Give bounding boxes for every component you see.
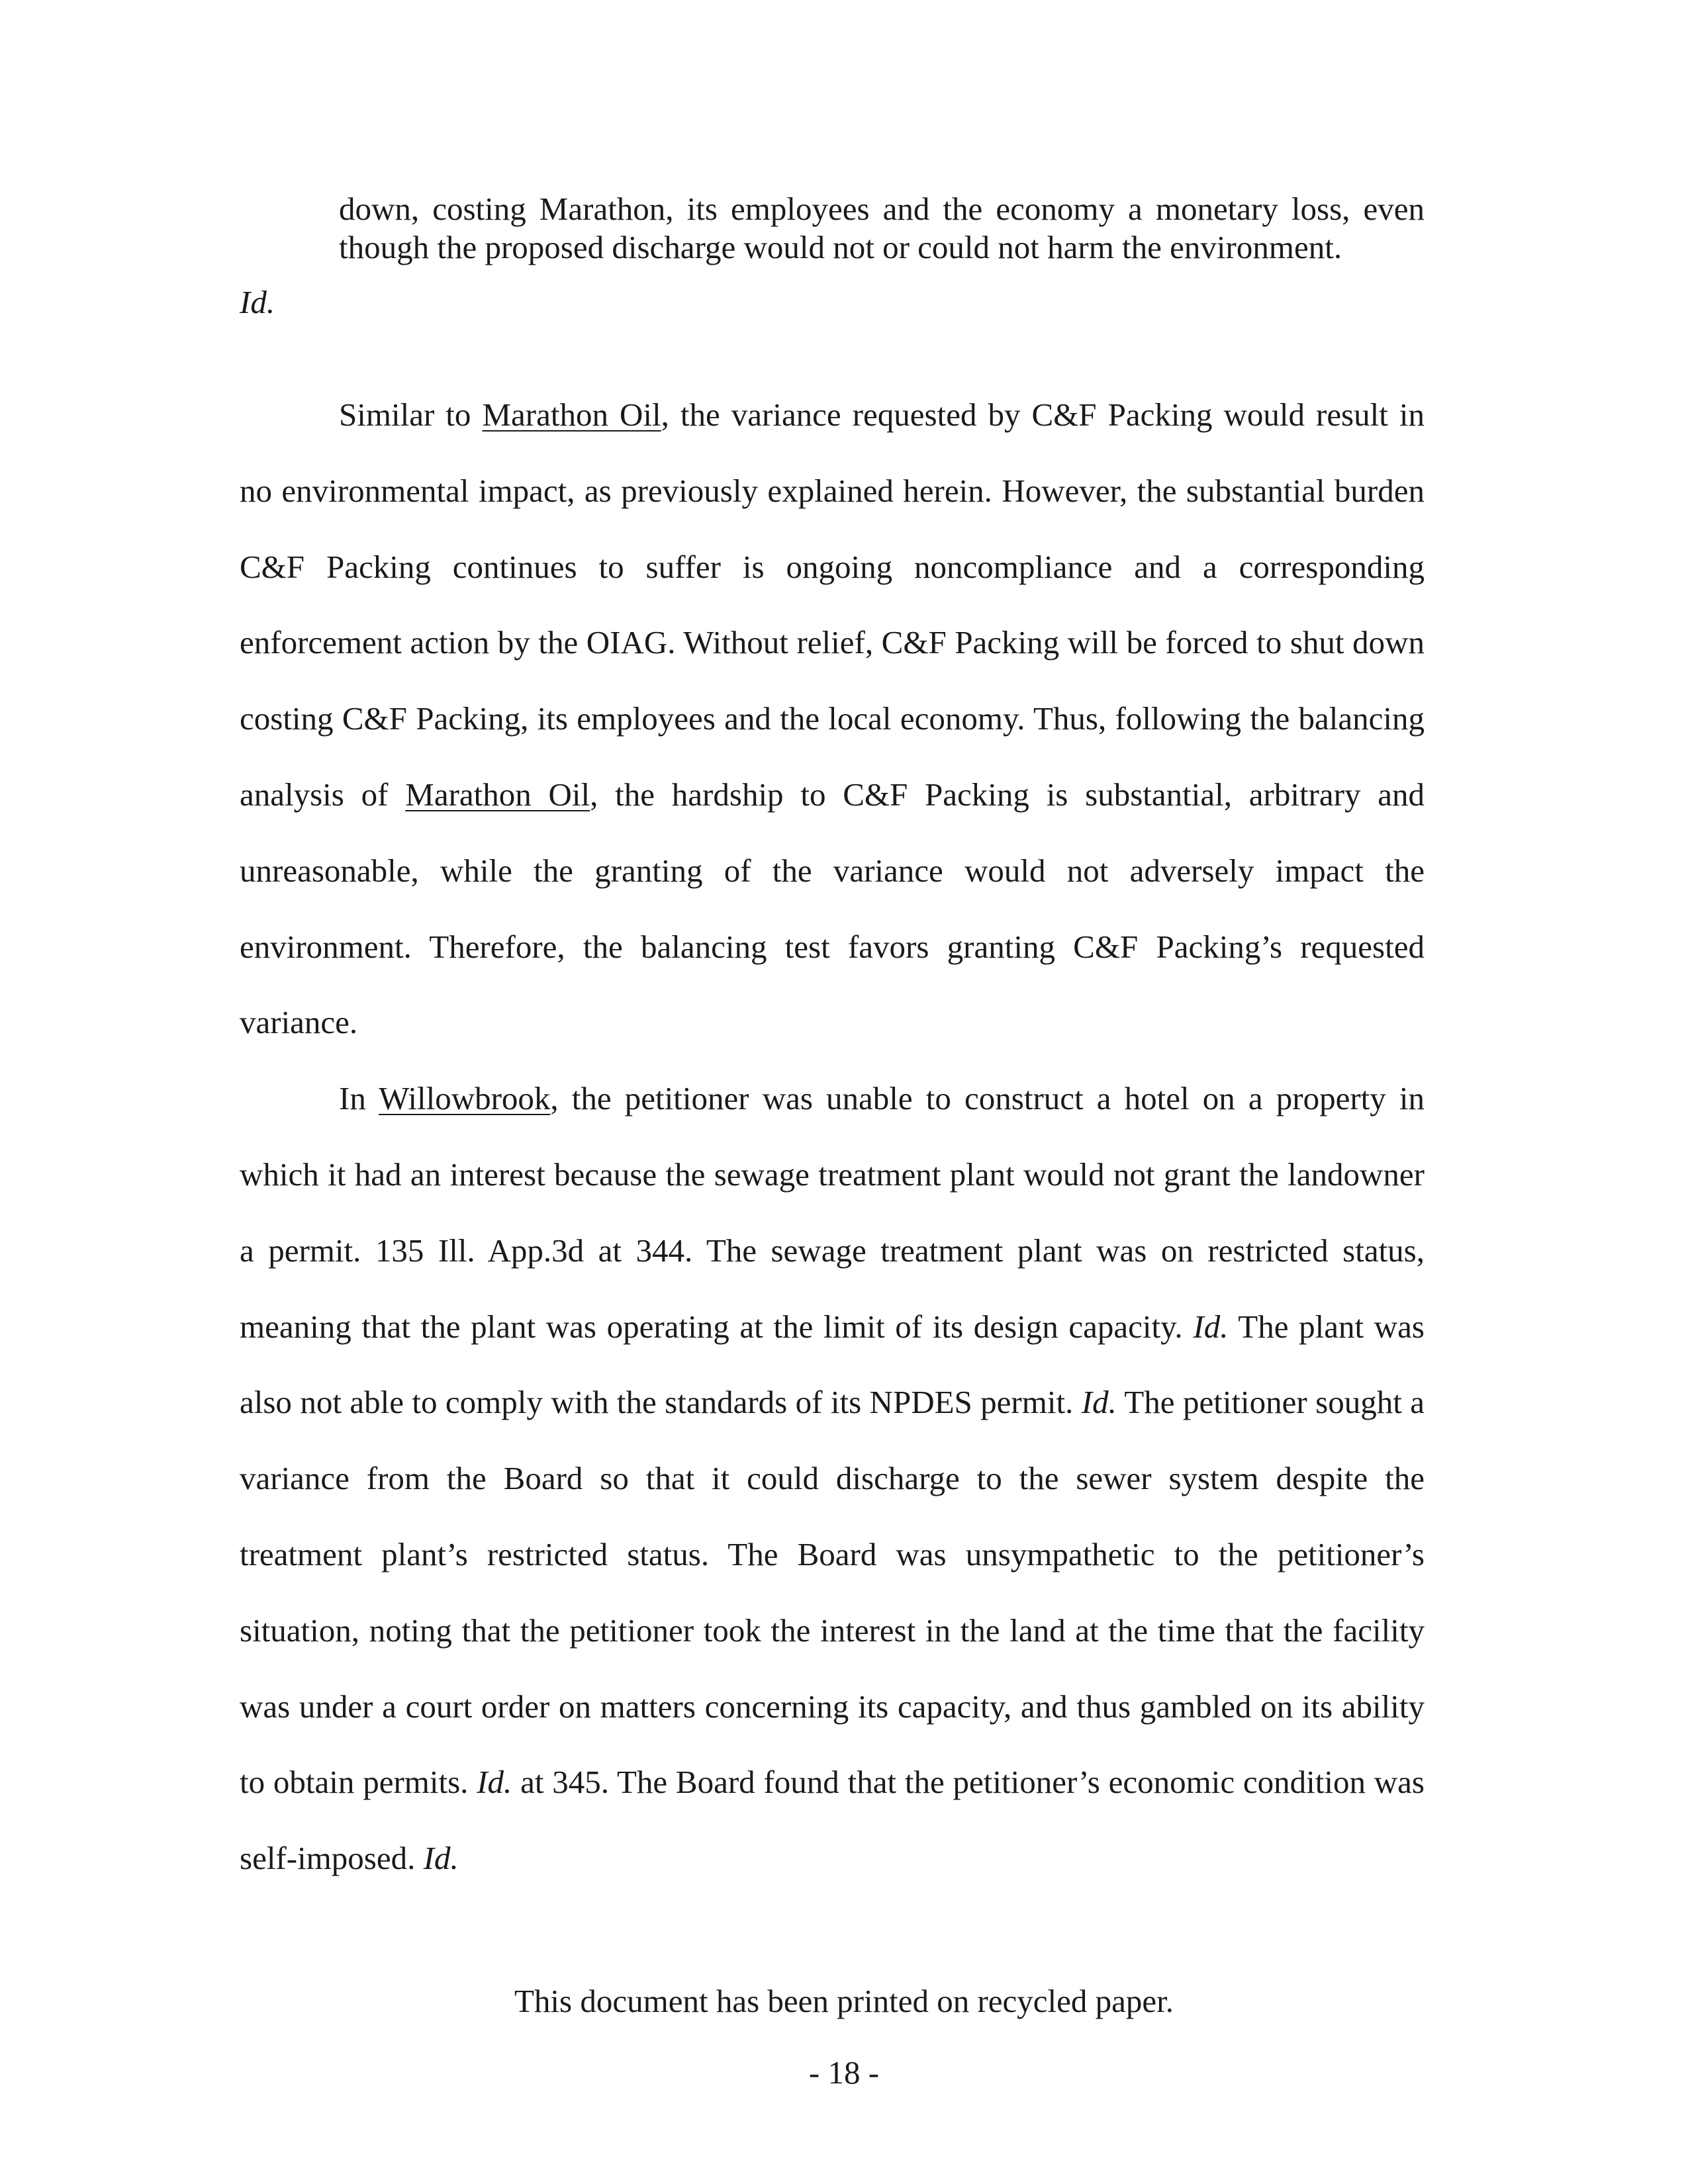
paragraph-text: , the petitioner was unable to construct a hotel on a property in which it had an interest because the sewage treatment plant would not grant the landowner a permit. 135 Ill. App.3d at 344. The sewage treatment plant was on restricted status, meaning that the plant was operating at the limit of its design capacity. <box>240 1080 1425 1345</box>
paragraph-text: The petitioner sought a variance from the Board so that it could discharge to the sewer system despite the treatment plant’s restricted status. The Board was unsympathetic to the petitioner’s situation, noting that the petitioner took the interest in the land at the time that the facility was under a court order on matters concerning its capacity, and thus gambled on its ability to obtain permits. <box>240 1384 1425 1801</box>
paragraph-marathon-oil <box>240 377 1425 1061</box>
paragraph-willowbrook <box>240 1061 1425 1897</box>
block-quote <box>339 190 1425 267</box>
citation-id: Id. <box>423 1840 459 1877</box>
paragraph-text: at 345. The Board found that the petitioner’s economic condition was self-imposed. <box>240 1764 1425 1877</box>
citation-id: Id. <box>477 1764 512 1801</box>
case-name-willowbrook: Willowbrook <box>379 1080 551 1117</box>
paragraph-text: The plant was also not able to comply with the standards of its NPDES permit. <box>240 1308 1425 1421</box>
citation-id: Id. <box>1193 1308 1229 1345</box>
page-number: - 18 - <box>808 2054 880 2091</box>
paragraph-text: , the variance requested by C&F Packing would result in no environmental impact, as previously explained herein. However, the substantial burden C&F Packing continues to suffer is ongoing noncompliance and a corresponding enforcement action by the OIAG. Without relief, C&F Packing will be forced to shut down costing C&F Packing, its employees and the local economy. Thus, following the balancing analysis of <box>240 396 1425 813</box>
citation-id: Id. <box>1081 1384 1117 1421</box>
case-name-marathon-oil: Marathon Oil <box>482 396 661 433</box>
case-name-marathon-oil: Marathon Oil <box>405 776 590 813</box>
body-text <box>240 377 1425 1897</box>
paragraph-text: In <box>339 1080 379 1117</box>
paragraph-text: Similar to <box>339 396 483 433</box>
paragraph-text: , the hardship to C&F Packing is substantial, arbitrary and unreasonable, while the granting of the variance would not adversely impact the environment. Therefore, the balancing test favors granting C&F Packing’s requested variance. <box>240 776 1425 1041</box>
recycled-paper-note: This document has been printed on recycled paper. <box>514 1983 1174 2019</box>
block-quote-text: down, costing Marathon, its employees and the economy a monetary loss, even though the proposed discharge would not or could not harm the environment. <box>339 191 1425 265</box>
block-quote-citation: Id. <box>240 284 275 320</box>
